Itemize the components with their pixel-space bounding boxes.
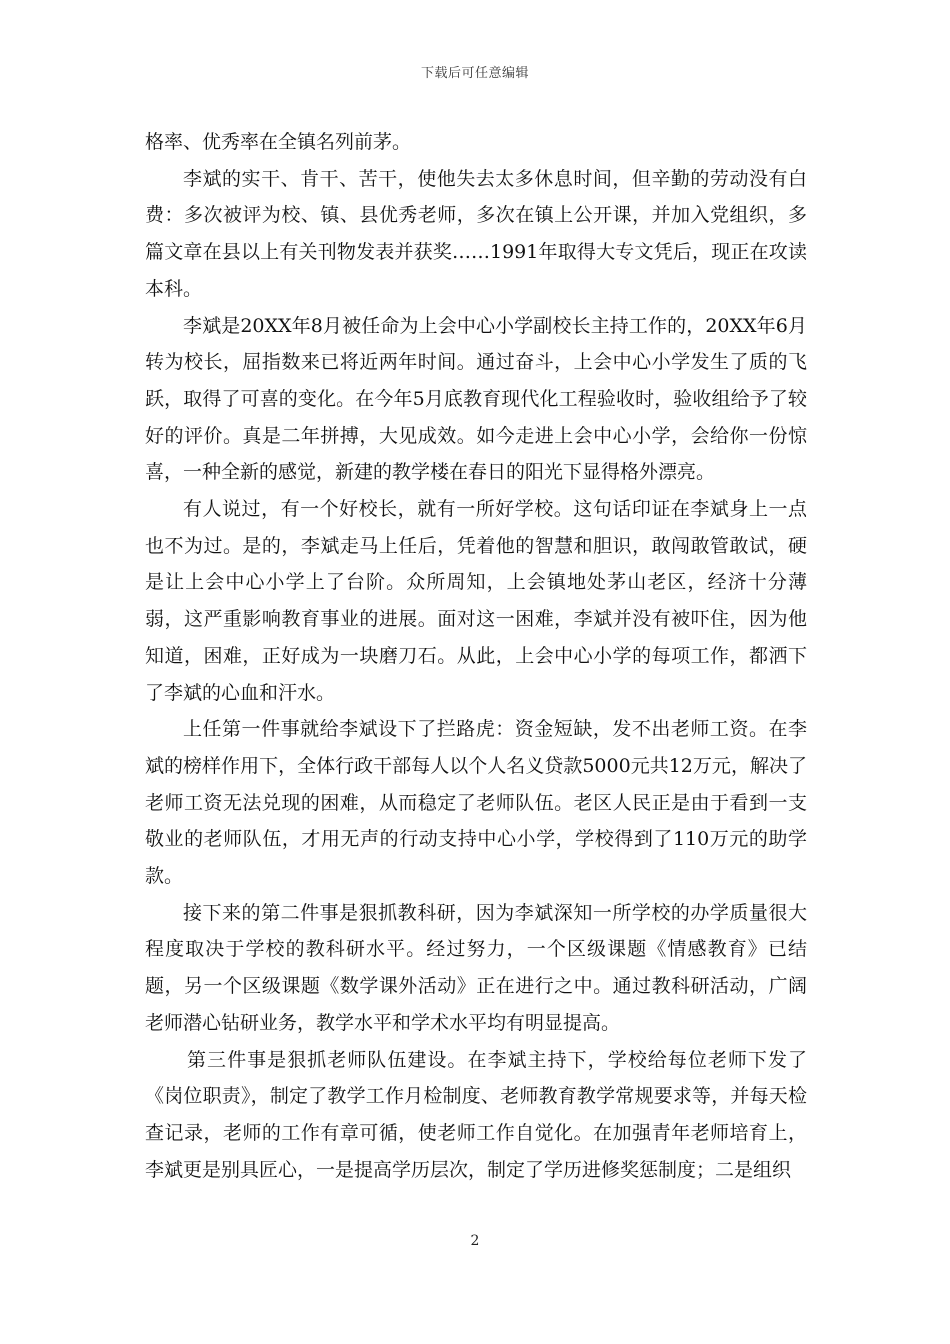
page-number: 2: [470, 1233, 480, 1249]
paragraph: 李斌是20XX年8月被任命为上会中心小学副校长主持工作的，20XX年6月转为校长，屈指数来已将近两年时间。通过奋斗，上会中心小学发生了质的飞跃，取得了可喜的变化。在今年5月底教育现代化工程验收时，验收组给予了较好的评价。真是二年拼搏，大见成效。如今走进上会中心小学，会给你一份惊喜，一种全新的感觉，新建的教学楼在春日的阳光下显得格外漂亮。: [145, 314, 807, 484]
page-header: 下载后可任意编辑: [420, 66, 529, 81]
paragraph: 李斌的实干、肯干、苦干，使他失去太多休息时间，但辛勤的劳动没有白费：多次被评为校、镇、县优秀老师，多次在镇上公开课，并加入党组织，多篇文章在县以上有关刊物发表并获奖……1991年取得大专文凭后，现正在攻读本科。: [145, 167, 807, 300]
paragraph: 上任第一件事就给李斌设下了拦路虎：资金短缺，发不出老师工资。在李斌的榜样作用下，全体行政干部每人以个人名义贷款5000元共12万元，解决了老师工资无法兑现的困难，从而稳定了老师队伍。老区人民正是由于看到一支敬业的老师队伍，才用无声的行动支持中心小学，学校得到了110万元的助学款。: [145, 718, 807, 888]
paragraph: 格率、优秀率在全镇名列前茅。: [145, 131, 412, 153]
paragraph: 有人说过，有一个好校长，就有一所好学校。这句话印证在李斌身上一点也不为过。是的，李斌走马上任后，凭着他的智慧和胆识，敢闯敢管敢试，硬是让上会中心小学上了台阶。众所周知，上会镇地处茅山老区，经济十分薄弱，这严重影响教育事业的进展。面对这一困难，李斌并没有被吓住，因为他知道，困难，正好成为一块磨刀石。从此，上会中心小学的每项工作，都洒下了李斌的心血和汗水。: [145, 498, 807, 704]
paragraph: 接下来的第二件事是狠抓教科研，因为李斌深知一所学校的办学质量很大程度取决于学校的教科研水平。经过努力，一个区级课题《情感教育》已结题，另一个区级课题《数学课外活动》正在进行之中。通过教科研活动，广阔老师潜心钻研业务，教学水平和学术水平均有明显提高。: [145, 901, 807, 1034]
document-body: [145, 124, 807, 1188]
paragraph: 第三件事是狠抓老师队伍建设。在李斌主持下，学校给每位老师下发了《岗位职责》，制定了教学工作月检制度、老师教育教学常规要求等，并每天检查记录，老师的工作有章可循，使老师工作自觉化。在加强青年老师培育上，李斌更是别具匠心，一是提高学历层次，制定了学历进修奖惩制度；二是组织: [145, 1048, 807, 1181]
